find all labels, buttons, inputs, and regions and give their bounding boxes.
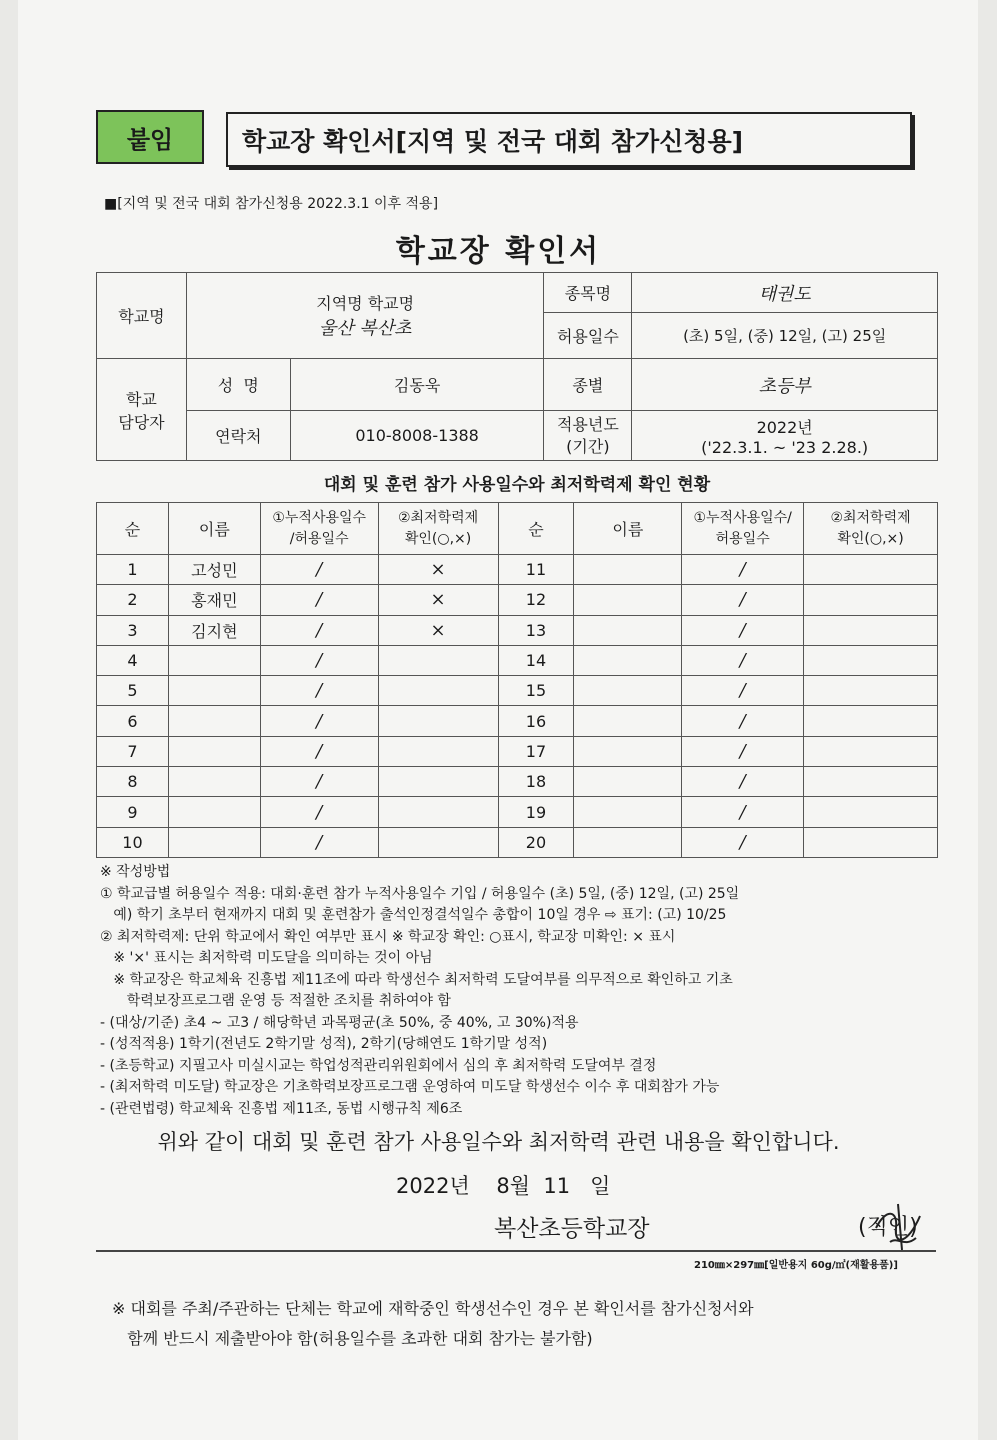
instruction-line: ② 최저학력제: 단위 학교에서 확인 여부만 표시 ※ 학교장 확인: ○표시, 학교장 미확인: × 표시 — [100, 928, 676, 945]
cell-days: / — [682, 676, 804, 706]
cell-check — [378, 645, 498, 675]
col-days-right: ①누적사용일수/ 허용일수 — [682, 503, 804, 555]
seal-label: (직인) — [858, 1215, 918, 1240]
table-row — [97, 767, 938, 797]
school-cell — [186, 273, 544, 359]
cell-check — [804, 676, 938, 706]
cell-num: 9 — [97, 797, 169, 827]
cell-days: / — [260, 615, 378, 645]
col-check: ②최저학력제 확인(○,×) — [378, 503, 498, 555]
cell-days: / — [260, 585, 378, 615]
cell-name — [574, 676, 682, 706]
instruction-line: - (초등학교) 지필고사 미실시교는 학업성적관리위원회에서 심의 후 최저학력 도달여부 결정 — [100, 1057, 657, 1074]
scope-note: ■[지역 및 전국 대회 참가신청용 2022.3.1 이후 적용] — [104, 196, 439, 212]
divider — [96, 1250, 936, 1252]
cell-check — [804, 645, 938, 675]
cell-name — [168, 676, 260, 706]
cell-num: 15 — [498, 676, 574, 706]
issue-date: 2022년 8월 11 일 — [396, 1174, 611, 1198]
cell-days: / — [682, 736, 804, 766]
instruction-line: - (관련법령) 학교체육 진흥법 제11조, 동법 시행규칙 제6조 — [100, 1100, 463, 1117]
instruction-line: ※ '×' 표시는 최저학력 미도달을 의미하는 것이 아님 — [100, 950, 433, 966]
table-row — [97, 555, 938, 585]
col-days: ①누적사용일수 /허용일수 — [260, 503, 378, 555]
cell-check — [804, 736, 938, 766]
school-value: 울산 복산초 — [318, 318, 412, 339]
cell-check: × — [378, 585, 498, 615]
cell-check — [804, 706, 938, 736]
cell-num: 13 — [498, 615, 574, 645]
cell-check: × — [378, 615, 498, 645]
cell-check — [378, 797, 498, 827]
division-value: 초등부 — [632, 359, 938, 411]
cell-name: 김지현 — [168, 615, 260, 645]
instruction-line: ① 학교급별 허용일수 적용: 대회·훈련 참가 누적사용일수 기입 / 허용일수 (초) 5일, (중) 12일, (고) 25일 — [100, 885, 740, 902]
cell-days: / — [682, 585, 804, 615]
cell-num: 5 — [97, 676, 169, 706]
table-title: 대회 및 훈련 참가 사용일수와 최저학력제 확인 현황 — [323, 475, 711, 495]
year-value: 2022년 — [756, 417, 813, 437]
cell-num: 7 — [97, 736, 169, 766]
cell-days: / — [682, 797, 804, 827]
header-title-box — [226, 112, 912, 167]
cell-days: / — [260, 676, 378, 706]
days-label: 허용일수 — [544, 313, 632, 359]
attachment-tag: 붙임 — [96, 110, 204, 164]
cell-days: / — [260, 827, 378, 857]
contact-label: 연락처 — [186, 411, 290, 461]
cell-days: / — [682, 555, 804, 585]
cell-num: 12 — [498, 585, 574, 615]
cell-name: 고성민 — [168, 555, 260, 585]
cell-check — [378, 676, 498, 706]
cell-num: 2 — [97, 585, 169, 615]
cell-name — [574, 645, 682, 675]
table-row — [97, 645, 938, 675]
cell-check — [804, 827, 938, 857]
cell-num: 11 — [498, 555, 574, 585]
contact-value: 010-8008-1388 — [290, 411, 544, 461]
cell-name — [574, 767, 682, 797]
event-value: 태권도 — [632, 273, 938, 313]
instruction-line: - (최저학력 미도달) 학교장은 기초학력보장프로그램 운영하여 미도달 학생선수 이수 후 대회참가 가능 — [100, 1079, 720, 1095]
instruction-line: - (성적적용) 1학기(전년도 2학기말 성적), 2학기(당해연도 1학기말 성적) — [100, 1036, 548, 1052]
footer-line-1: ※ 대회를 주최/주관하는 단체는 학교에 재학중인 학생선수인 경우 본 확인서를 참가신청서와 — [112, 1299, 754, 1318]
header-title: 학교장 확인서[지역 및 전국 대회 참가신청용] — [242, 126, 744, 156]
cell-check — [378, 827, 498, 857]
instructions — [100, 862, 950, 1120]
instruction-line: - (대상/기준) 초4 ~ 고3 / 해당학년 과목평균(초 50%, 중 40%, 고 30%)적용 — [100, 1014, 579, 1031]
cell-days: / — [260, 706, 378, 736]
name-value: 김동욱 — [290, 359, 544, 411]
cell-name — [574, 736, 682, 766]
cell-name — [168, 736, 260, 766]
cell-num: 1 — [97, 555, 169, 585]
cell-name — [574, 555, 682, 585]
cell-days: / — [260, 767, 378, 797]
instruction-line: ※ 학교장은 학교체육 진흥법 제11조에 따라 학생선수 최저학력 도달여부를 의무적으로 확인하고 기초 — [100, 971, 733, 988]
footer-note — [112, 1294, 932, 1354]
cell-num: 8 — [97, 767, 169, 797]
cell-check: × — [378, 555, 498, 585]
table-row — [97, 585, 938, 615]
table-row — [97, 827, 938, 857]
cell-check — [804, 767, 938, 797]
cell-days: / — [260, 645, 378, 675]
cell-name — [574, 797, 682, 827]
cell-check — [804, 555, 938, 585]
cell-num: 17 — [498, 736, 574, 766]
cell-days: / — [682, 827, 804, 857]
cell-num: 14 — [498, 645, 574, 675]
year-period: ('22.3.1. ~ '23 2.28.) — [701, 437, 869, 457]
cell-name — [574, 827, 682, 857]
year-cell — [632, 411, 938, 461]
paper-spec: 210㎜×297㎜[일반용지 60g/㎡(재활용품)] — [694, 1260, 898, 1271]
info-table — [96, 272, 938, 461]
school-label: 학교명 — [97, 273, 187, 359]
cell-days: / — [260, 797, 378, 827]
cell-check — [378, 736, 498, 766]
document-title: 학교장 확인서 — [395, 234, 602, 269]
cell-num: 4 — [97, 645, 169, 675]
principal-name: 복산초등학교장 — [494, 1216, 650, 1242]
col-name-right: 이름 — [574, 503, 682, 555]
cell-days: / — [260, 736, 378, 766]
cell-name: 홍재민 — [168, 585, 260, 615]
cell-days: / — [682, 767, 804, 797]
cell-name — [168, 827, 260, 857]
cell-check — [804, 615, 938, 645]
cell-days: / — [682, 645, 804, 675]
cell-name — [168, 706, 260, 736]
cell-days: / — [682, 706, 804, 736]
cell-check — [378, 767, 498, 797]
cell-name — [574, 585, 682, 615]
division-label: 종별 — [544, 359, 632, 411]
cell-check — [804, 585, 938, 615]
cell-num: 3 — [97, 615, 169, 645]
participation-table — [96, 502, 938, 858]
col-num: 순 — [97, 503, 169, 555]
days-value: (초) 5일, (중) 12일, (고) 25일 — [632, 313, 938, 359]
cell-days: / — [682, 615, 804, 645]
instruction-line: 예) 학기 초부터 현재까지 대회 및 훈련참가 출석인정결석일수 총합이 10일 경우 ⇨ 표기: (고) 10/25 — [100, 907, 727, 923]
cell-num: 10 — [97, 827, 169, 857]
year-label: 적용년도 (기간) — [544, 411, 632, 461]
cell-num: 20 — [498, 827, 574, 857]
table-row — [97, 736, 938, 766]
cell-days: / — [260, 555, 378, 585]
cell-check — [378, 706, 498, 736]
instruction-line: ※ 작성방법 — [100, 864, 171, 880]
cell-check — [804, 797, 938, 827]
school-sub: 지역명 학교명 — [316, 294, 415, 313]
table-row — [97, 676, 938, 706]
cell-name — [168, 645, 260, 675]
col-check-right: ②최저학력제 확인(○,×) — [804, 503, 938, 555]
cell-num: 6 — [97, 706, 169, 736]
cell-name — [168, 797, 260, 827]
table-row — [97, 797, 938, 827]
cell-name — [574, 706, 682, 736]
table-row — [97, 615, 938, 645]
event-label: 종목명 — [544, 273, 632, 313]
cell-num: 16 — [498, 706, 574, 736]
name-label: 성 명 — [186, 359, 290, 411]
table-row — [97, 706, 938, 736]
footer-line-2: 함께 반드시 제출받아야 함(허용일수를 초과한 대회 참가는 불가함) — [112, 1329, 593, 1348]
cell-num: 19 — [498, 797, 574, 827]
manager-label: 학교 담당자 — [97, 359, 187, 461]
cell-num: 18 — [498, 767, 574, 797]
instruction-line: 학력보장프로그램 운영 등 적절한 조치를 취하여야 함 — [100, 993, 451, 1009]
signature-mark — [868, 1198, 926, 1256]
cell-name — [574, 615, 682, 645]
cell-name — [168, 767, 260, 797]
confirmation-statement: 위와 같이 대회 및 훈련 참가 사용일수와 최저학력 관련 내용을 확인합니다. — [157, 1130, 840, 1154]
col-num-right: 순 — [498, 503, 574, 555]
col-name: 이름 — [168, 503, 260, 555]
